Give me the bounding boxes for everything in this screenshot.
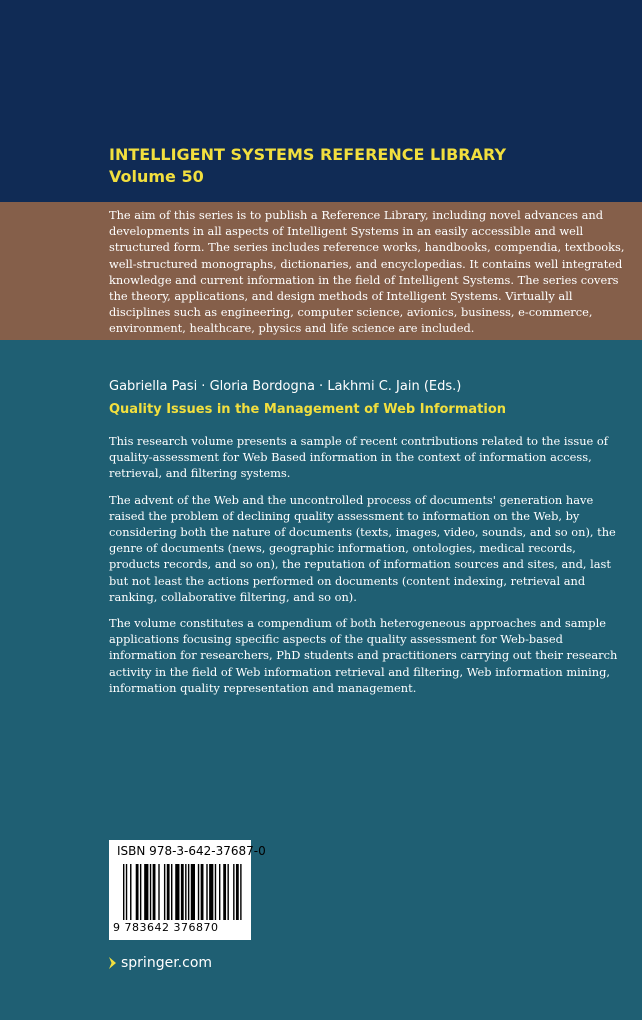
book-title: Quality Issues in the Management of Web Information (109, 402, 507, 417)
chevron-right-icon (108, 957, 117, 969)
barcode-bar (185, 864, 186, 920)
barcode (123, 864, 243, 920)
series-description: The aim of this series is to publish a Reference Library, including novel advances and developments in all aspects of Intelligent Systems in an easily accessible and well structured form. The series includes reference works, handbooks, compendia, textbooks, well-structured monographs, dictionaries, and encyclopedias. It contains well integrated knowledge and current information in the field of Intelligent Systems. The series covers the theory, applications, and design methods of Intelligent Systems. Virtually all disciplines such as engineering, computer science, avionics, business, e-commerce, environment, healthcare, physics and life science are included. (109, 208, 625, 336)
barcode-bar (201, 864, 204, 920)
series-volume: Volume 50 (109, 167, 204, 186)
publisher-link[interactable] (108, 955, 212, 971)
description-paragraph-1: This research volume presents a sample of recent contributions related to the issue of quality-assessment for Web Based information in the context of information access, retrieval, and filtering systems. (109, 434, 608, 481)
description-paragraph-2: The advent of the Web and the uncontrolled process of documents' generation have raised the problem of declining quality assessment to information on the Web, by considering both the nature of documents (texts, images, video, sounds, and so on), the genre of documents (news, geographic information, ontologies, medical records, products records, and so on), the reputation of information sources and sites, and, last but not least the actions performed on documents (content indexing, retrieval and ranking, collaborative filtering, and so on). (109, 492, 616, 604)
barcode-bar (171, 864, 172, 920)
barcode-bar (215, 864, 216, 920)
barcode-bar (140, 864, 141, 920)
barcode-bar (240, 864, 241, 920)
barcode-bar (167, 864, 170, 920)
barcode-bar (123, 864, 124, 920)
barcode-bar (126, 864, 127, 920)
barcode-digits: 9 783642 376870 (113, 921, 219, 934)
series-name: INTELLIGENT SYSTEMS REFERENCE LIBRARY (109, 145, 507, 164)
barcode-bar (209, 864, 213, 920)
barcode-bar (198, 864, 199, 920)
book-info (109, 378, 623, 696)
barcode-bar (153, 864, 156, 920)
barcode-bar (158, 864, 159, 920)
isbn-label: ISBN 978-3-642-37687-0 (117, 844, 266, 858)
barcode-bar (233, 864, 234, 920)
barcode-bar (206, 864, 207, 920)
description-paragraph-3: The volume constitutes a compendium of both heterogeneous approaches and sample applications focusing specific aspects of the quality assessment for Web-based information for researchers, PhD students and practitioners carrying out their research activity in the field of Web information retrieval and filtering, Web information mining, information quality representation and management. (109, 616, 618, 695)
barcode-bar (219, 864, 220, 920)
series-description-band (0, 202, 642, 340)
barcode-bar (181, 864, 184, 920)
barcode-bar (223, 864, 226, 920)
series-heading (109, 144, 506, 188)
header-band (0, 0, 642, 202)
publisher-name: springer.com (121, 955, 213, 971)
isbn-barcode-box (109, 840, 266, 940)
barcode-bar (164, 864, 165, 920)
barcode-bar (188, 864, 189, 920)
barcode-bar (144, 864, 148, 920)
barcode-bar (191, 864, 195, 920)
barcode-bar (136, 864, 139, 920)
barcode-bar (175, 864, 179, 920)
barcode-bar (130, 864, 131, 920)
barcode-bar (150, 864, 151, 920)
barcode-bar (236, 864, 239, 920)
editors: Gabriella Pasi · Gloria Bordogna · Lakhmi C. Jain (Eds.) (109, 379, 462, 394)
barcode-bar (227, 864, 228, 920)
